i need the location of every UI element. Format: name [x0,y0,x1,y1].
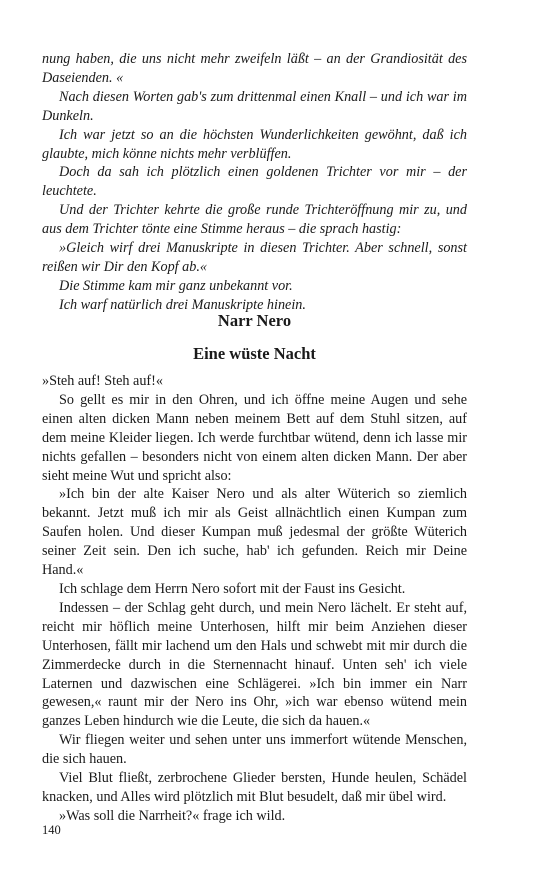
page-number: 140 [42,823,61,837]
paragraph: nung haben, die uns nicht mehr zweifeln läßt – an der Grandiosität des Daseienden. « [42,51,467,86]
paragraph: So gellt es mir in den Ohren, und ich öffne meine Augen und sehe einen alten dicken Mann neben meinem Bett auf dem Stuhl sitzen, auf dem meine Kleider liegen. Ich werde furchtbar wütend, denn ich lasse mir nichts gefallen – besonders nicht von einem alten dicken Mann. Der aber sieht meine Wut und spricht also: [42,391,467,484]
paragraph: »Was soll die Narrheit?« frage ich wild. [59,807,286,824]
paragraph: Doch da sah ich plötzlich einen goldenen Trichter vor mir – der leuchtete. [42,164,467,200]
paragraph: »Ich bin der alte Kaiser Nero und als alter Wüterich so ziemlich bekannt. Jetzt muß ich mir als Geist allnächtlich einen Kumpan zum Saufen holen. Und dieser Kumpan muß jedesmal der größte Wüterich seiner Zeit sein. Den ich suche, hab' ich gefunden. Reich mir Deine Hand.« [42,486,467,579]
paragraph: Und der Trichter kehrte die große runde Trichteröffnung mir zu, und aus dem Trichter tönte eine Stimme heraus – die sprach hastig: [42,202,467,238]
paragraph: Ich schlage dem Herrn Nero sofort mit der Faust ins Gesicht. [59,580,406,597]
section-title: Narr Nero [217,311,292,330]
italic-passage [42,50,467,315]
paragraph: Viel Blut fließt, zerbrochene Glieder bersten, Hunde heulen, Schädel knacken, und Alles wird plötzlich mit Blut besudelt, daß mir übel wird. [42,770,467,805]
paragraph: Die Stimme kam mir ganz unbekannt vor. [59,277,293,294]
paragraph: Wir fliegen weiter und sehen unter uns immerfort wütende Menschen, die sich hauen. [42,732,467,768]
paragraph: »Gleich wirf drei Manuskripte in diesen Trichter. Aber schnell, sonst reißen wir Dir den Kopf ab.« [42,240,467,275]
chapter-body [42,372,467,826]
paragraph: Ich warf natürlich drei Manuskripte hinein. [59,296,306,313]
paragraph: Indessen – der Schlag geht durch, und mein Nero lächelt. Er steht auf, reicht mir höflich meine Unterhosen, hilft mir beim Anziehen dieser Unterhosen, fällt mir lachend um den Hals und schwebt mit mir durch die Zimmerdecke durch in die Sternennacht hinauf. Unten seh' ich viele Laternen und dazwischen eine Schlägerei. »Ich bin immer ein Narr gewesen,« raunt mir der Nero ins Ohr, »ich war ebenso wütend mein ganzes Leben hindurch wie die Leute, die sich da hauen.« [42,599,467,730]
paragraph: »Steh auf! Steh auf!« [42,373,163,389]
paragraph: Nach diesen Worten gab's zum drittenmal einen Knall – und ich war im Dunkeln. [42,88,467,124]
chapter-title: Eine wüste Nacht [193,344,316,363]
paragraph: Ich war jetzt so an die höchsten Wunderlichkeiten gewöhnt, daß ich glaubte, mich könne nichts mehr verblüffen. [42,126,467,162]
